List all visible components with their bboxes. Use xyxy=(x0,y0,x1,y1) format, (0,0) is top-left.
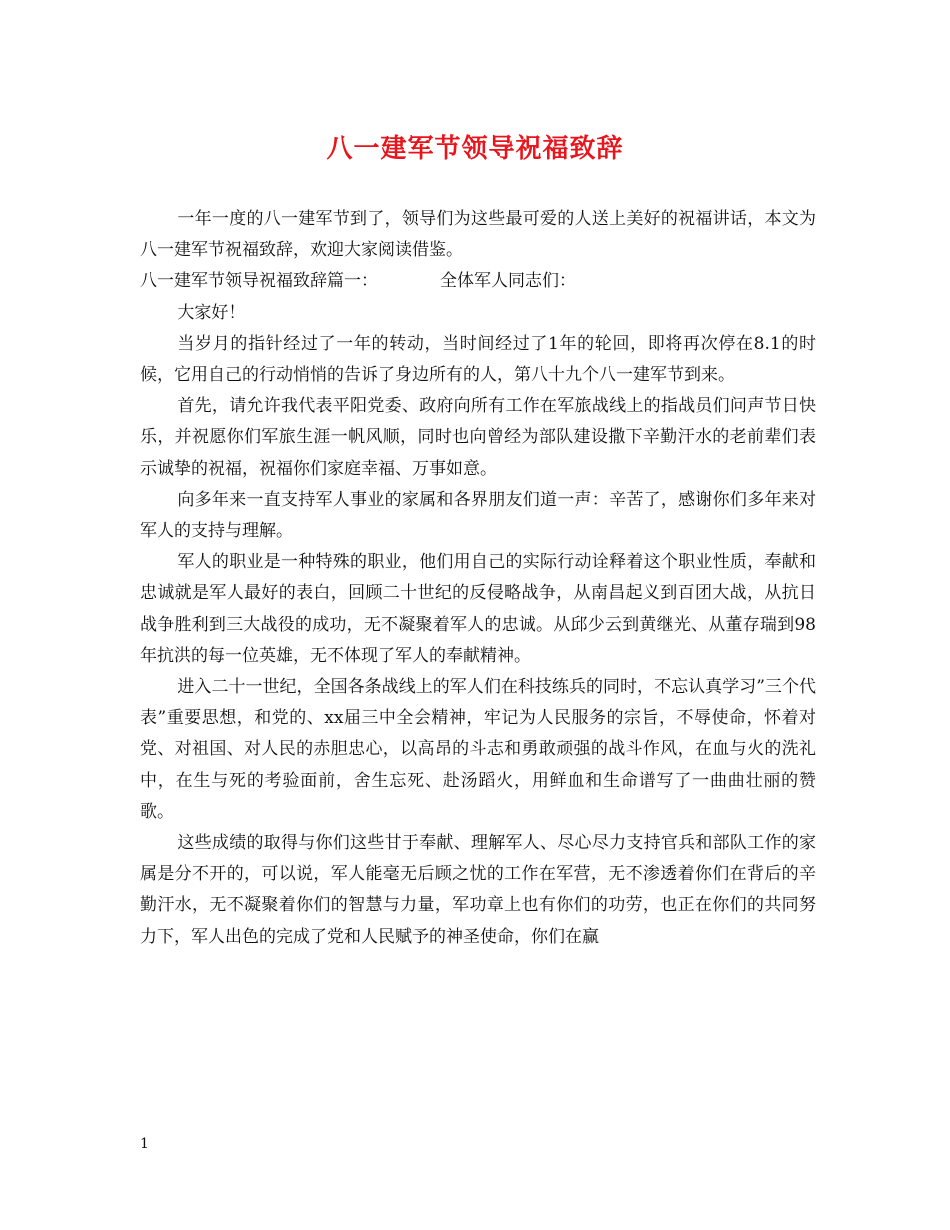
greeting-paragraph: 大家好！ xyxy=(177,302,246,323)
intro-paragraph: 一年一度的八一建军节到了，领导们为这些最可爱的人送上美好的祝福讲话，本文为八一建军节祝福致辞，欢迎大家阅读借鉴。 xyxy=(140,209,816,261)
document-title: 八一建军节领导祝福致辞 xyxy=(326,134,624,164)
section-heading-line xyxy=(140,266,816,297)
body-paragraph: 这些成绩的取得与你们这些甘于奉献、理解军人、尽心尽力支持官兵和部队工作的家属是分不开的，可以说，军人能毫无后顾之忧的工作在军营，无不渗透着你们在背后的辛勤汗水，无不凝聚着你们的智慧与力量，军功章上也有你们的功劳，也正在你们的共同努力下，军人出色的完成了党和人民赋予的神圣使命，你们在赢 xyxy=(140,833,816,947)
page-number: 1 xyxy=(140,1136,149,1152)
salutation: 全体军人同志们： xyxy=(440,271,576,292)
body-paragraph: 向多年来一直支持军人事业的家属和各界朋友们道一声：辛苦了，感谢你们多年来对军人的支持与理解。 xyxy=(140,489,816,542)
body-paragraph: 当岁月的指针经过了一年的转动，当时间经过了1年的轮回，即将再次停在8.1的时候，它用自己的行动悄悄的告诉了身边所有的人，第八十九个八一建军节到来。 xyxy=(140,333,816,386)
body-paragraph: 首先，请允许我代表平阳党委、政府向所有工作在军旅战线上的指战员们问声节日快乐，并祝愿你们军旅生涯一帆风顺，同时也向曾经为部队建设撒下辛勤汗水的老前辈们表示诚挚的祝福，祝福你们家庭幸福、万事如意。 xyxy=(140,396,816,479)
document-body xyxy=(140,204,816,953)
section-heading: 八一建军节领导祝福致辞篇一： xyxy=(140,271,378,292)
body-paragraph: 军人的职业是一种特殊的职业，他们用自己的实际行动诠释着这个职业性质，奉献和忠诚就是军人最好的表白，回顾二十世纪的反侵略战争，从南昌起义到百团大战，从抗日战争胜利到三大战役的成功，无不凝聚着军人的忠诚。从邱少云到黄继光、从董存瑞到98年抗洪的每一位英雄，无不体现了军人的奉献精神。 xyxy=(140,552,816,666)
body-paragraph: 进入二十一世纪，全国各条战线上的军人们在科技练兵的同时，不忘认真学习”三个代表”重要思想，和党的、xx届三中全会精神，牢记为人民服务的宗旨，不辱使命，怀着对党、对祖国、对人民的赤胆忠心，以高昂的斗志和勇敢顽强的战斗作风，在血与火的洗礼中，在生与死的考验面前，舍生忘死、赴汤蹈火，用鲜血和生命谱写了一曲曲壮丽的赞歌。 xyxy=(140,677,816,822)
